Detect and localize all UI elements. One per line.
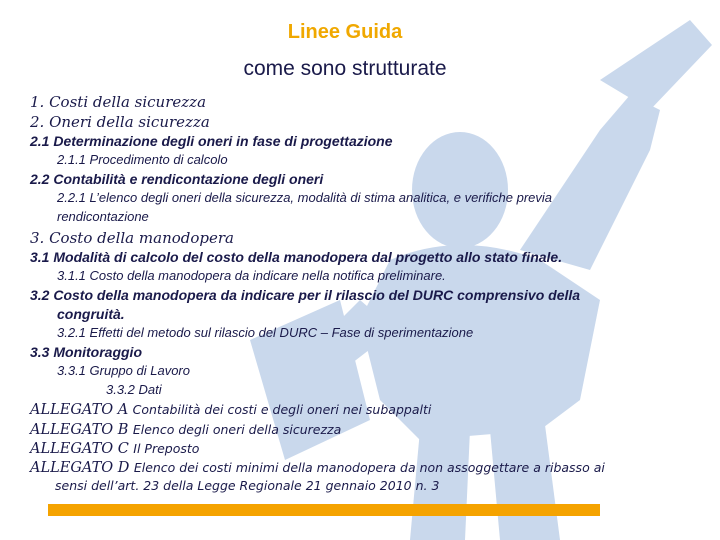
section-2-2-1-cont: rendicontazione <box>57 209 149 224</box>
annex-c-desc: Il Preposto <box>133 441 200 456</box>
annex-b-label: ALLEGATO B <box>30 422 129 438</box>
section-3-2-cont: congruità. <box>57 306 125 322</box>
section-3-2-1: 3.2.1 Effetti del metodo sul rilascio del DURC – Fase di sperimentazione <box>57 325 474 340</box>
section-3-2: 3.2 Costo della manodopera da indicare per il rilascio del DURC comprensivo della <box>30 287 581 303</box>
section-2: 2. Oneri della sicurezza <box>30 113 210 131</box>
annex-a <box>30 401 431 419</box>
annex-d-label: ALLEGATO D <box>30 460 130 476</box>
annex-a-label: ALLEGATO A <box>30 402 129 418</box>
annex-d-desc: Elenco dei costi minimi della manodopera da non assoggettare a ribasso ai <box>133 460 605 475</box>
annex-b-desc: Elenco degli oneri della sicurezza <box>132 422 342 437</box>
section-3: 3. Costo della manodopera <box>30 229 234 247</box>
footer-bar <box>48 504 600 516</box>
section-3-3-2: 3.3.2 Dati <box>106 382 162 397</box>
section-2-1: 2.1 Determinazione degli oneri in fase di progettazione <box>30 133 393 149</box>
annex-a-desc: Contabilità dei costi e degli oneri nei subappalti <box>132 402 432 417</box>
section-3-3-1: 3.3.1 Gruppo di Lavoro <box>57 363 190 378</box>
page-title: Linee Guida <box>287 21 403 43</box>
section-2-2: 2.2 Contabilità e rendicontazione degli oneri <box>30 171 324 187</box>
annex-c-label: ALLEGATO C <box>30 441 129 457</box>
annex-d-desc-cont: sensi dell’art. 23 della Legge Regionale 21 gennaio 2010 n. 3 <box>55 478 440 493</box>
page-subtitle: come sono strutturate <box>243 57 447 80</box>
annex-d <box>30 459 605 477</box>
section-2-1-1: 2.1.1 Procedimento di calcolo <box>57 152 228 167</box>
annex-c <box>30 440 199 458</box>
annex-b <box>30 421 341 439</box>
section-2-2-1: 2.2.1 L’elenco degli oneri della sicurezza, modalità di stima analitica, e verifiche previa <box>57 190 552 205</box>
section-1: 1. Costi della sicurezza <box>30 93 207 111</box>
section-3-1-1: 3.1.1 Costo della manodopera da indicare nella notifica preliminare. <box>57 268 446 283</box>
section-3-1: 3.1 Modalità di calcolo del costo della manodopera dal progetto allo stato finale. <box>30 249 563 265</box>
section-3-3: 3.3 Monitoraggio <box>30 344 142 360</box>
